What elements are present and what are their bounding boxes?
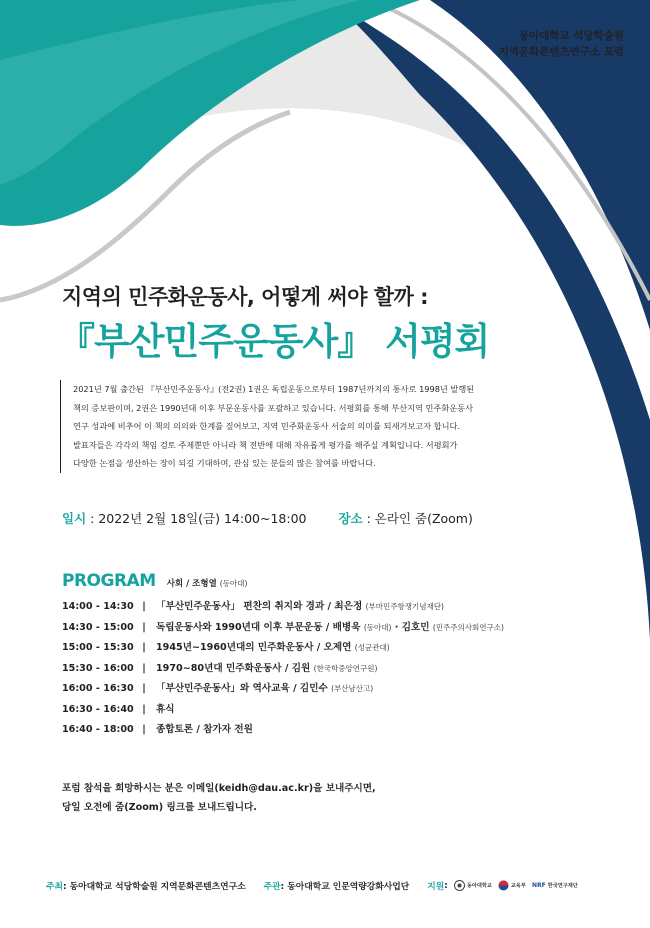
schedule-row [62,638,504,659]
contact-line-2: 당일 오전에 줌(Zoom) 링크를 보내드립니다. [62,802,257,813]
contact-info [62,779,376,817]
intro-line: 책의 증보판이며, 2권은 1990년대 이후 부문운동사를 포괄하고 있습니다. 서평회를 통해 부산지역 민주화운동사 [73,402,473,413]
event-subtitle: 지역의 민주화운동사, 어떻게 써야 할까 : [62,285,429,309]
taegeuk-icon [498,880,509,891]
schedule-row [62,618,504,639]
row-time: 14:30 - 15:00 [62,621,134,633]
row-affiliation: (부산남산고) [331,684,374,693]
intro-line: 2021년 7월 출간된 『부산민주운동사』(전2권) 1권은 독립운동으로부터 1987년까지의 통사로 1998년 발행된 [73,384,475,394]
date-value: : 2022년 2월 18일(금) 14:00~18:00 [90,511,307,526]
host-value: : 동아대학교 석당학술원 지역문화콘텐츠연구소 [63,882,246,892]
ministry-of-education-logo [498,880,526,891]
row-separator: | [142,642,146,653]
host-name: 사회 / 조형열 [166,579,217,589]
sponsor-colon: : [444,880,448,891]
row-separator: | [142,703,146,715]
host-label: 주최 [46,882,63,892]
intro-paragraph [60,380,593,473]
nrf-logo [532,882,578,889]
organizer-label: 주관 [263,882,281,892]
intro-line: 발표자들은 각각의 책임 검토 주제뿐만 아니라 책 전반에 대해 자유롭게 평가를 해주실 계획입니다. 서평회가 [73,439,458,450]
row-time: 16:40 - 18:00 [62,724,134,735]
place-value: : 온라인 줌(Zoom) [366,511,473,526]
date-label: 일시 [62,511,87,526]
row-text: 1945년~1960년대의 민주화운동사 / 오제연 [156,642,352,653]
row-separator: | [142,621,146,633]
row-time: 16:30 - 16:40 [62,703,134,715]
organizer-line-2: 지역문화콘텐츠연구소 포럼 [498,46,624,58]
row-separator: | [142,724,146,735]
place-label: 장소 [338,511,363,526]
row-text: 독립운동사와 1990년대 이후 부문운동 / 배병욱 [156,621,361,633]
row-affiliation: (부마민주항쟁기념재단) [365,602,444,611]
university-seal-icon [454,880,465,891]
row-text: 휴식 [156,703,175,715]
logo-text: 한국연구재단 [547,883,578,889]
event-title: 『부산민주운동사』 서평회 [58,320,490,363]
contact-line-1: 포럼 참석을 희망하시는 분은 이메일(keidh@dau.ac.kr)을 보내주시면, [62,783,376,794]
nrf-mark: NRF [531,882,546,889]
program-host [167,579,248,589]
row-separator: | [142,662,146,674]
sponsor-label: 지원 [427,882,445,892]
row-time: 14:00 - 14:30 [62,601,134,612]
footer [46,879,578,892]
program-header [62,571,247,591]
dong-a-university-logo [454,880,492,891]
logo-text: 동아대학교 [466,883,492,889]
organizer-header [499,28,624,60]
row-affiliation-2: (민주주의사회연구소) [432,622,504,632]
schedule-row [62,679,504,700]
row-text: 「부산민주운동사」와 역사교육 / 김민수 [156,683,328,694]
intro-line: 연구 성과에 비추어 이 책의 의의와 한계를 짚어보고, 지역 민주화운동사 서술의 의미를 되새겨보고자 합니다. [73,421,461,432]
schedule-row [62,720,504,741]
row-separator: | [142,683,146,694]
row-time: 15:30 - 16:00 [62,662,134,674]
row-text: 종합토론 / 참가자 전원 [156,724,253,735]
schedule-row [62,597,504,618]
event-info [62,509,473,527]
row-text: 1970~80년대 민주화운동사 / 김원 [156,662,311,674]
intro-line: 다양한 논점을 생산하는 장이 되길 기대하며, 관심 있는 분들의 많은 참여를 바랍니다. [73,458,376,469]
row-affiliation: (한국학중앙연구원) [313,663,378,673]
row-separator: | [142,601,146,612]
organizer-value: : 동아대학교 인문역량강화사업단 [280,882,410,892]
row-affiliation: (성균관대) [354,643,390,652]
organizer-line-1: 동아대학교 석당학술원 [518,30,624,42]
schedule-row [62,659,504,680]
row-text: 「부산민주운동사」 편찬의 취지와 경과 / 최은정 [156,601,363,612]
logo-text: 교육부 [510,883,526,889]
row-time: 16:00 - 16:30 [62,683,134,694]
schedule-row [62,700,504,721]
row-time: 15:00 - 15:30 [62,642,134,653]
row-affiliation: (동아대) [363,622,392,632]
host-affiliation: (동아대) [219,579,248,588]
program-schedule [62,597,504,741]
program-title: PROGRAM [62,571,156,591]
row-text-2: · 김호민 [394,621,430,633]
